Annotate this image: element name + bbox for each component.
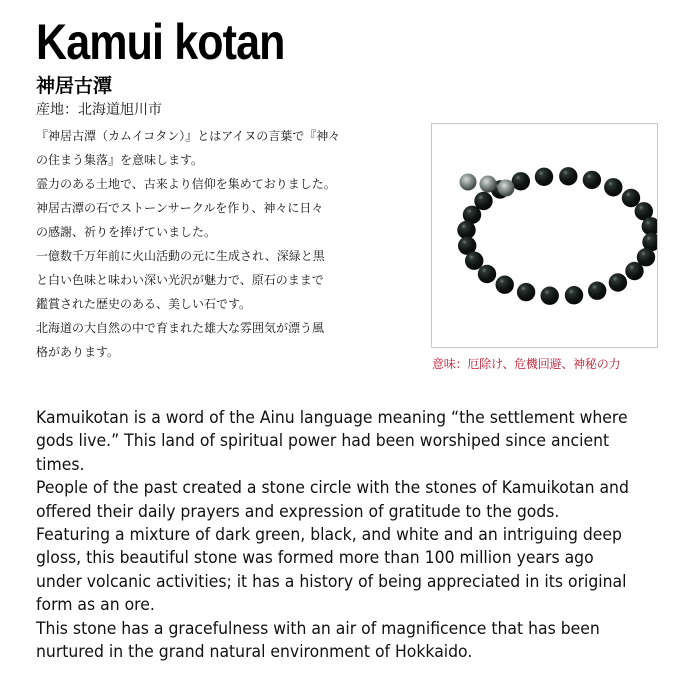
japanese-description-line: 一億数千万年前に火山活動の元に生成され、深緑と黒: [36, 249, 325, 263]
japanese-description-line: 『神居古潭（カムイコタン）』とはアイヌの言葉で『神々: [36, 129, 341, 143]
bead: [609, 273, 627, 291]
japanese-description-line: 霊力のある土地で、古来より信仰を集めておりました。: [36, 177, 336, 191]
bead: [465, 252, 483, 270]
japanese-description-line: の住まう集落』を意味します。: [36, 153, 204, 167]
bead: [517, 283, 535, 301]
bracelet-photo: [431, 123, 658, 348]
english-description-line: nurtured in the grand natural environment of Hokkaido.: [36, 642, 473, 663]
english-description-line: offered their daily prayers and expression of gratitude to the gods.: [36, 501, 560, 522]
bead: [604, 178, 622, 196]
accent-bead: [498, 180, 515, 197]
bead: [478, 265, 496, 283]
english-description-line: People of the past created a stone circle with the stones of Kamuikotan and: [36, 478, 629, 499]
page-title: Kamui kotan: [36, 14, 285, 70]
page-subtitle: 神居古潭: [36, 75, 113, 97]
english-description-line: form as an ore.: [36, 595, 155, 616]
english-description-line: gloss, this beautiful stone was formed more than 100 million years ago: [36, 548, 594, 569]
bead: [559, 167, 577, 185]
bead: [622, 189, 640, 207]
japanese-description-line: 神居古潭の石でストーンサークルを作り、神々に日々: [36, 201, 324, 215]
bead: [535, 168, 553, 186]
english-description-line: gods live.” This land of spiritual power had been worshiped since ancient: [36, 431, 610, 452]
bead: [583, 171, 601, 189]
japanese-description-line: の感謝、祈りを捧げていました。: [36, 225, 217, 239]
english-description-line: Kamuikotan is a word of the Ainu language meaning “the settlement where: [36, 408, 628, 428]
accent-bead: [460, 174, 477, 191]
bead: [565, 286, 583, 304]
english-description-line: times.: [36, 454, 85, 475]
bead: [457, 221, 475, 239]
japanese-description-line: 格があります。: [36, 345, 120, 359]
japanese-description: [36, 124, 408, 364]
bead: [541, 287, 559, 305]
japanese-description-line: 鑑賞された歴史のある、美しい石です。: [36, 297, 252, 311]
japanese-description-line: 北海道の大自然の中で育まれた雄大な雰囲気が漂う風: [36, 321, 325, 335]
english-description: [36, 407, 676, 664]
accent-bead: [480, 176, 497, 193]
bead: [496, 276, 514, 294]
meaning-caption: 意味：厄除け、危機回避、神秘の力: [432, 357, 621, 371]
origin-line: 産地：北海道旭川市: [36, 102, 162, 118]
bead: [588, 282, 606, 300]
bead: [625, 262, 643, 280]
japanese-description-line: と白い色味と味わい深い光沢が魅力で、原石のままで: [36, 273, 324, 287]
bracelet-image: [432, 124, 657, 347]
english-description-line: Featuring a mixture of dark green, black, and white and an intriguing deep: [36, 525, 622, 546]
english-description-line: under volcanic activities; it has a history of being appreciated in its original: [36, 571, 627, 592]
english-description-line: This stone has a gracefulness with an air of magnificence that has been: [36, 618, 600, 639]
